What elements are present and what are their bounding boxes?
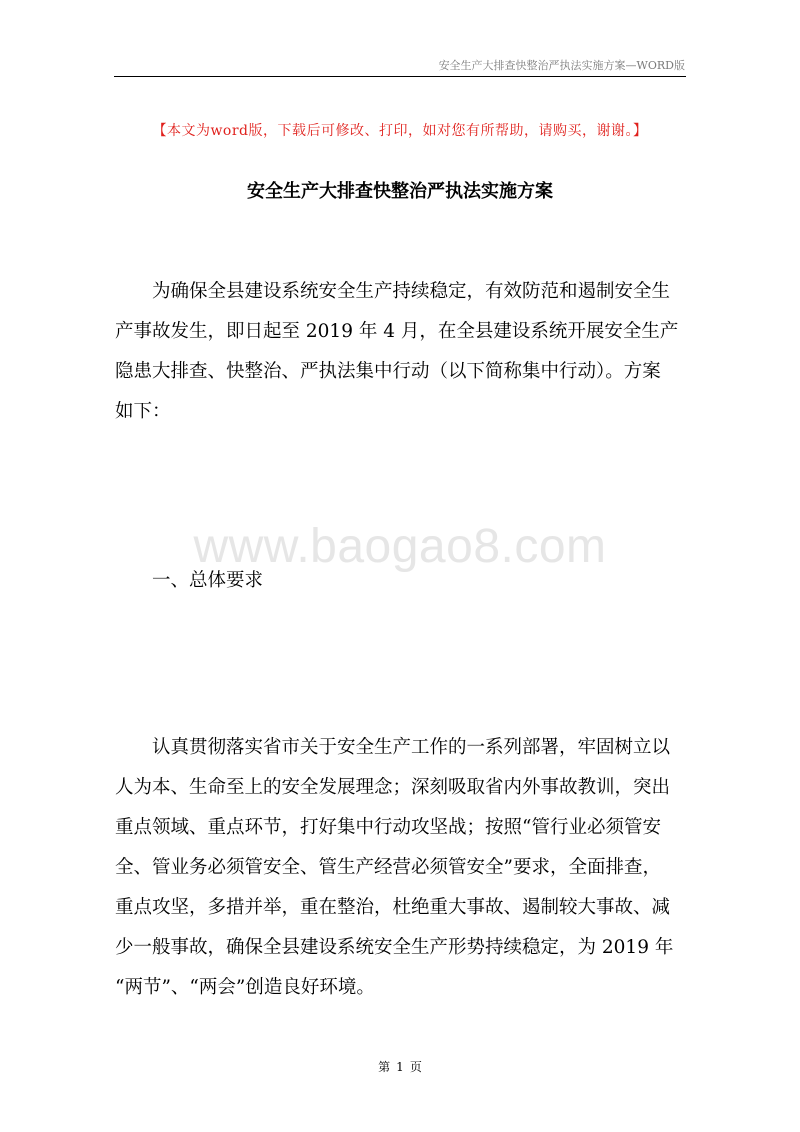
watermark: www.baogao8.com bbox=[193, 520, 607, 573]
paragraph-line: 重点领域、重点环节，打好集中行动攻坚战；按照“管行业必须管安 bbox=[115, 817, 661, 838]
running-header: 安全生产大排查快整治严执法实施方案—WORD版 bbox=[438, 59, 685, 72]
paragraph-line: 人为本、生命至上的安全发展理念；深刻吸取省内外事故教训，突出 bbox=[115, 777, 671, 798]
paragraph-line: 重点攻坚，多措并举，重在整治，杜绝重大事故、遏制较大事故、减 bbox=[115, 897, 671, 918]
document-title: 安全生产大排查快整治严执法实施方案 bbox=[247, 181, 553, 202]
page-prefix: 第 bbox=[378, 1060, 391, 1074]
paragraph-line: 如下： bbox=[115, 401, 171, 422]
requirements-paragraph bbox=[115, 728, 685, 1008]
page-footer bbox=[0, 1058, 800, 1075]
paragraph-line: 认真贯彻落实省市关于安全生产工作的一系列部署，牢固树立以 bbox=[152, 737, 671, 758]
paragraph-line: 产事故发生，即日起至 2019 年 4 月，在全县建设系统开展安全生产 bbox=[115, 321, 679, 342]
section-heading: 一、总体要求 bbox=[152, 570, 264, 591]
page-number: 1 bbox=[396, 1060, 404, 1074]
paragraph-line: “两节”、“两会”创造良好环境。 bbox=[115, 977, 375, 998]
paragraph-line: 隐患大排查、快整治、严执法集中行动（以下简称集中行动）。方案 bbox=[115, 361, 661, 382]
page-suffix: 页 bbox=[409, 1060, 422, 1074]
header-divider bbox=[114, 76, 686, 77]
download-notice: 【本文为word版，下载后可修改、打印，如对您有所帮助，请购买，谢谢。】 bbox=[152, 123, 648, 139]
paragraph-line: 少一般事故，确保全县建设系统安全生产形势持续稳定，为 2019 年 bbox=[115, 937, 674, 958]
paragraph-line: 为确保全县建设系统安全生产持续稳定，有效防范和遏制安全生 bbox=[152, 281, 671, 302]
paragraph-line: 全、管业务必须管安全、管生产经营必须管安全”要求，全面排查， bbox=[115, 857, 661, 878]
intro-paragraph bbox=[115, 272, 685, 432]
